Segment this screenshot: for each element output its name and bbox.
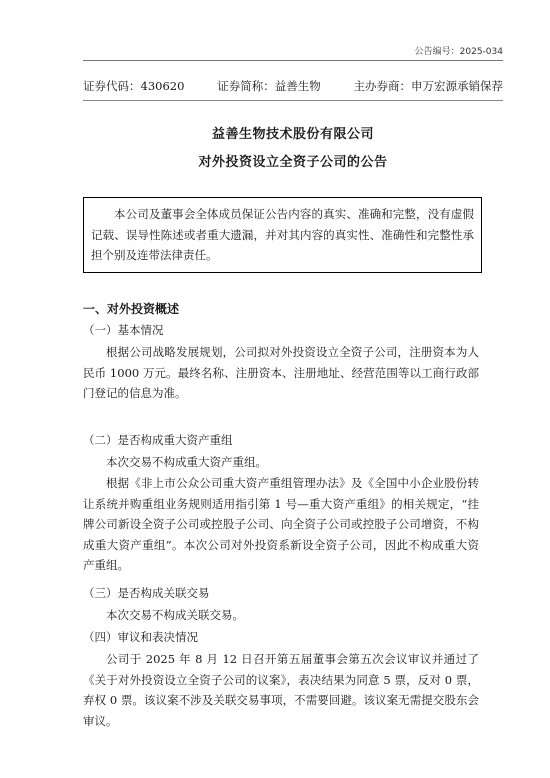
securities-info [83, 78, 503, 94]
subsection-4-heading: （四）审议和表决情况 [83, 630, 198, 644]
section-1-heading: 一、对外投资概述 [83, 302, 180, 316]
subsection-1-heading: （一）基本情况 [83, 323, 164, 337]
subsection-3-body: 本次交易不构成关联交易。 [106, 608, 244, 622]
subsection-2-body-1: 本次交易不构成重大资产重组。 [106, 455, 267, 469]
subsection-3-heading: （三）是否构成关联交易 [83, 586, 210, 600]
company-title: 益善生物技术股份有限公司 [211, 127, 374, 142]
announcement-title: 对外投资设立全资子公司的公告 [198, 155, 388, 170]
disclaimer-box: 本公司及董事会全体成员保证公告内容的真实、准确和完整，没有虚假记载、误导性陈述或者重大遗漏，并对其内容的真实性、准确性和完整性承担个别及连带法律责任。 [83, 197, 482, 273]
security-code: 证券代码：430620 [83, 79, 185, 93]
subsection-2-heading: （二）是否构成重大资产重组 [83, 433, 233, 447]
security-short-name: 证券简称：益善生物 [217, 79, 321, 93]
subsection-2-body-2: 根据《非上市公众公司重大资产重组管理办法》及《全国中小企业股份转让系统并购重组业务规则适用指引第 1 号—重大资产重组》的相关规定，“挂牌公司新设全资子公司或控股子公司、向全资子公司或控股子公司增资，不构成重大资产重组”。本次公司对外投资系新设全资子公司，因此不构成重大资产重组。 [83, 476, 479, 572]
lead-broker: 主办券商：申万宏源承销保荐 [353, 79, 503, 93]
subsection-1-body: 根据公司战略发展规划，公司拟对外投资设立全资子公司，注册资本为人民币 1000 万元。最终名称、注册资本、注册地址、经营范围等以工商行政部门登记的信息为准。 [83, 345, 479, 400]
header-divider [83, 60, 503, 61]
subsection-4-body: 公司于 2025 年 8 月 12 日召开第五届董事会第五次会议审议并通过了《关于对外投资设立全资子公司的议案》，表决结果为同意 5 票，反对 0 票，弃权 0 票。该议案不涉及关联交易事项，不需要回避。该议案无需提交股东会审议。 [83, 652, 479, 728]
info-divider [83, 100, 503, 101]
notice-number: 公告编号：2025-034 [414, 47, 503, 57]
